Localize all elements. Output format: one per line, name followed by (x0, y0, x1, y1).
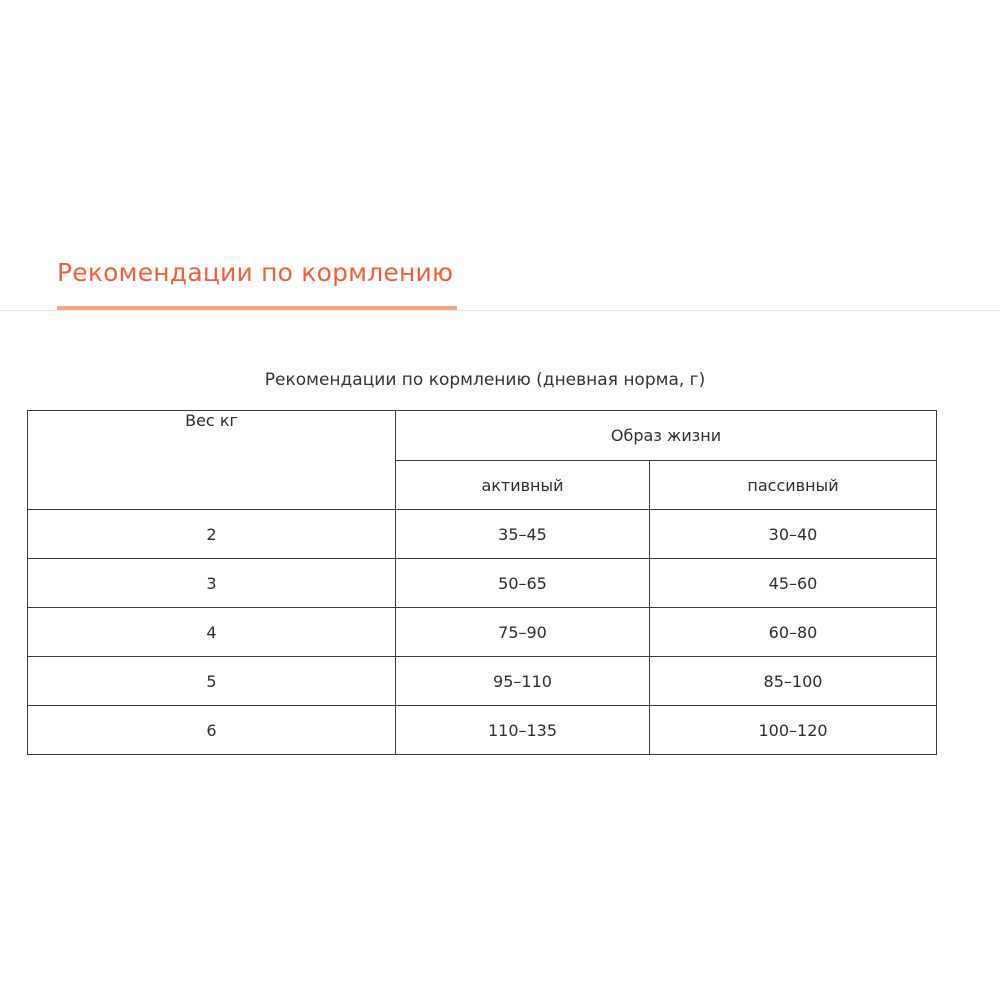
passive-cell: 30–40 (650, 510, 937, 559)
active-cell: 110–135 (396, 706, 650, 755)
table-row (28, 559, 937, 608)
weight-column-header: Вес кг (28, 411, 396, 510)
table-row (28, 510, 937, 559)
weight-cell: 6 (28, 706, 396, 755)
section-tab-feeding[interactable] (57, 256, 457, 310)
lifestyle-column-header: Образ жизни (396, 411, 937, 461)
active-cell: 50–65 (396, 559, 650, 608)
weight-cell: 3 (28, 559, 396, 608)
passive-cell: 60–80 (650, 608, 937, 657)
active-cell: 75–90 (396, 608, 650, 657)
table-row (28, 608, 937, 657)
table-row (28, 706, 937, 755)
table-caption: Рекомендации по кормлению (дневная норма, г) (264, 370, 706, 390)
table-row (28, 657, 937, 706)
weight-cell: 4 (28, 608, 396, 657)
section-divider (0, 310, 1000, 311)
feeding-table (27, 410, 937, 755)
passive-cell: 85–100 (650, 657, 937, 706)
table-header-row (28, 411, 937, 461)
active-cell: 95–110 (396, 657, 650, 706)
section-title: Рекомендации по кормлению (57, 258, 454, 287)
passive-subheader: пассивный (650, 461, 937, 510)
weight-cell: 2 (28, 510, 396, 559)
passive-cell: 45–60 (650, 559, 937, 608)
active-subheader: активный (396, 461, 650, 510)
active-cell: 35–45 (396, 510, 650, 559)
passive-cell: 100–120 (650, 706, 937, 755)
weight-cell: 5 (28, 657, 396, 706)
